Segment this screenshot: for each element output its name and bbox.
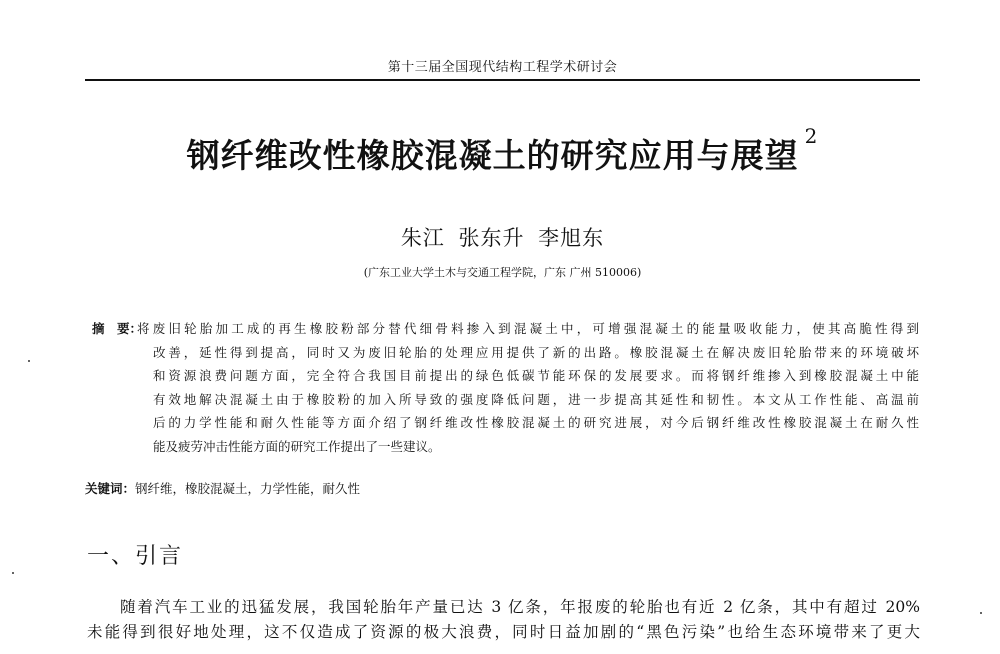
- body-line: 随着汽车工业的迅猛发展，我国轮胎年产量已达 3 亿条，年报废的轮胎也有近 2 亿条，其中有超过 20%: [120, 598, 920, 616]
- author-affiliation: (广东工业大学土木与交通工程学院，广东 广州 510006): [363, 266, 642, 279]
- body-paragraph: [87, 595, 920, 645]
- abstract-label: 摘 要：: [92, 321, 143, 336]
- header-rule: [85, 79, 920, 81]
- abstract-body: [137, 317, 919, 458]
- title-footnote-mark: 2: [804, 124, 819, 148]
- keywords-text: 钢纤维，橡胶混凝土，力学性能，耐久性: [135, 481, 361, 496]
- abstract-line: 改善，延性得到提高，同时又为废旧轮胎的处理应用提供了新的出路。橡胶混凝土在解决废旧轮胎带来的环境破坏: [153, 344, 919, 360]
- body-line: 未能得到很好地处理，这不仅造成了资源的极大浪费，同时日益加剧的“黑色污染”也给生态环境带来了更大: [87, 623, 920, 641]
- abstract-line: 将废旧轮胎加工成的再生橡胶粉部分替代细骨料掺入到混凝土中，可增强混凝土的能量吸收能力，使其高脆性得到: [137, 321, 919, 336]
- paper-title: [85, 124, 920, 177]
- section-heading: 一、引言: [87, 544, 184, 569]
- keywords-line: [85, 479, 920, 497]
- scan-speck: [980, 612, 982, 614]
- abstract-line: 和资源浪费问题方面，完全符合我国目前提出的绿色低碳节能环保的发展要求。而将钢纤维掺入到橡胶混凝土中能: [153, 368, 919, 383]
- running-head: 第十三届全国现代结构工程学术研讨会: [387, 60, 618, 75]
- scan-speck: [12, 572, 14, 574]
- scan-speck: [28, 360, 30, 362]
- keywords-label: 关键词：: [85, 481, 136, 496]
- title-text: 钢纤维改性橡胶混凝土的研究应用与展望: [186, 136, 799, 175]
- abstract-line: 能及疲劳冲击性能方面的研究工作提出了一些建议。: [153, 438, 441, 454]
- author-list: 朱江 张东升 李旭东: [400, 226, 605, 250]
- abstract-line: 有效地解决混凝土由于橡胶粉的加入所导致的强度降低问题，进一步提高其延性和韧性。本文从工作性能、高温前: [153, 391, 919, 407]
- abstract-line: 后的力学性能和耐久性能等方面介绍了钢纤维改性橡胶混凝土的研究进展，对今后钢纤维改性橡胶混凝土在耐久性: [153, 415, 919, 430]
